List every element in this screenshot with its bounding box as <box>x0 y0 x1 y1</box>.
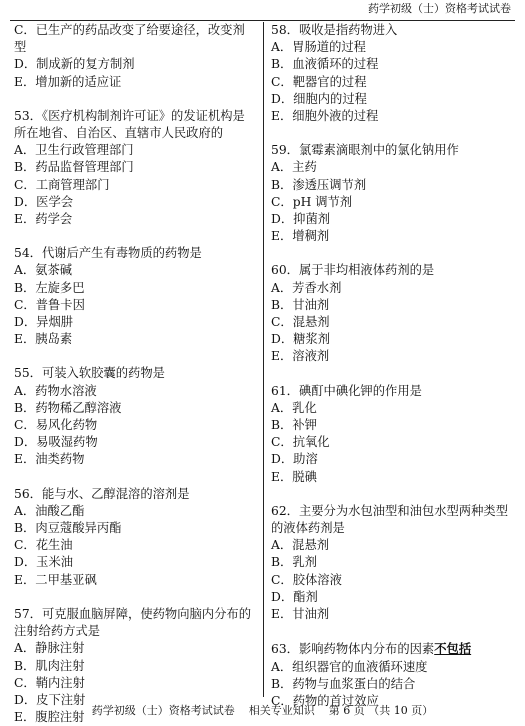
option: D．异烟肼 <box>14 315 74 330</box>
option: C．抗氧化 <box>271 435 330 450</box>
option: A．芳香水剂 <box>271 280 342 295</box>
question-61 <box>271 383 513 486</box>
option: E．二甲基亚砜 <box>14 572 97 587</box>
option: D．助溶 <box>271 452 318 467</box>
option: E．溶液剂 <box>271 349 330 364</box>
left-column <box>14 22 256 726</box>
question-59 <box>271 142 513 245</box>
column-divider <box>263 22 264 697</box>
option: B．血液循环的过程 <box>271 57 379 72</box>
option: B．渗透压调节剂 <box>271 177 367 192</box>
question-stem <box>271 640 513 658</box>
option: A．油酸乙酯 <box>14 503 85 518</box>
question-56 <box>14 486 256 589</box>
question-62 <box>271 503 513 623</box>
option: D．抑菌剂 <box>271 212 331 227</box>
option: E．增加新的适应证 <box>14 74 122 89</box>
option: A．卫生行政管理部门 <box>14 143 134 158</box>
option: E．油类药物 <box>14 452 85 467</box>
question-stem: 60．属于非均相液体药剂的是 <box>271 263 435 278</box>
option: D．皮下注射 <box>14 692 86 707</box>
option: E．甘油剂 <box>271 607 330 622</box>
option: C．混悬剂 <box>271 315 330 330</box>
option: C．胶体溶液 <box>271 572 342 587</box>
question-53 <box>14 108 256 228</box>
question-stem: 55．可装入软胶囊的药物是 <box>14 366 165 381</box>
stem-prefix: 63．影响药物体内分布的因素 <box>271 642 435 657</box>
option: C．靶器官的过程 <box>271 74 367 89</box>
option: E．脱碘 <box>271 469 317 484</box>
option: C．花生油 <box>14 538 73 553</box>
option: C．易风化药物 <box>14 418 98 433</box>
question-stem: 56．能与水、乙醇混溶的溶剂是 <box>14 486 190 501</box>
option: B．药品监督管理部门 <box>14 160 134 175</box>
header-title: 药学初级（士）资格考试试卷 <box>368 2 511 15</box>
question-63 <box>271 640 513 710</box>
question-55 <box>14 365 256 468</box>
question-stem: 57．可克服血脑屏障，使药物向脑内分布的注射给药方式是 <box>14 606 251 639</box>
option: D．医学会 <box>14 194 74 209</box>
option: B．乳剂 <box>271 555 317 570</box>
option: D．易吸湿药物 <box>14 435 98 450</box>
option: E．细胞外液的过程 <box>271 109 379 124</box>
option: C．已生产的药品改变了给要途径，改变剂型 <box>14 23 245 55</box>
option: A．氨茶碱 <box>14 263 73 278</box>
option: B．补钾 <box>271 418 317 433</box>
option: E．胰岛素 <box>14 332 73 347</box>
footer-text: 药学初级（士）资格考试试卷 相关专业知识 第 6 页 （共 10 页） <box>91 704 434 717</box>
question-stem: 58．吸收是指药物进入 <box>271 23 398 37</box>
option: A．组织器官的血液循环速度 <box>271 659 428 674</box>
option: B．甘油剂 <box>271 297 330 312</box>
option: E．增稠剂 <box>271 229 330 244</box>
question-52-fragment <box>14 22 256 91</box>
question-stem: 62．主要分为水包油型和油包水型两种类型的液体药剂是 <box>271 503 508 536</box>
right-column <box>271 22 513 710</box>
stem-emphasis: 不包括 <box>434 641 472 657</box>
option: A．胃肠道的过程 <box>271 40 366 55</box>
question-stem: 54．代谢后产生有毒物质的药物是 <box>14 246 202 261</box>
option: C．pH 调节剂 <box>271 194 353 209</box>
option: C．工商管理部门 <box>14 177 110 192</box>
option: A．混悬剂 <box>271 538 330 553</box>
option: D．细胞内的过程 <box>271 91 367 106</box>
option: D．酯剂 <box>271 589 318 604</box>
question-stem: 53．《医疗机构制剂许可证》的发证机构是所在地省、自治区、直辖市人民政府的 <box>14 108 245 141</box>
option: E．腹腔注射 <box>14 710 85 725</box>
question-60 <box>271 262 513 365</box>
option: D．玉米油 <box>14 555 74 570</box>
option: B．肌肉注射 <box>14 658 85 673</box>
question-stem: 61．碘酊中碘化钾的作用是 <box>271 383 422 398</box>
option: D．糖浆剂 <box>271 332 331 347</box>
question-58 <box>271 22 513 125</box>
option: E．药学会 <box>14 212 73 227</box>
option: B．肉豆蔻酸异丙酯 <box>14 521 122 536</box>
page-footer <box>0 703 525 719</box>
option: B．药物与血浆蛋白的结合 <box>271 676 416 691</box>
option: B．左旋多巴 <box>14 280 85 295</box>
option: A．乳化 <box>271 400 317 415</box>
option: A．静脉注射 <box>14 641 85 656</box>
option: C．普鲁卡因 <box>14 297 85 312</box>
option: D．制成新的复方制剂 <box>14 57 135 72</box>
page-header <box>10 0 515 21</box>
question-54 <box>14 245 256 348</box>
option: C．鞘内注射 <box>14 675 85 690</box>
option: A．主药 <box>271 160 317 175</box>
option: A．药物水溶液 <box>14 383 97 398</box>
question-stem: 59．氯霉素滴眼剂中的氯化钠用作 <box>271 143 459 158</box>
option: B．药物稀乙醇溶液 <box>14 400 122 415</box>
option: C．药物的首过效应 <box>271 693 379 708</box>
